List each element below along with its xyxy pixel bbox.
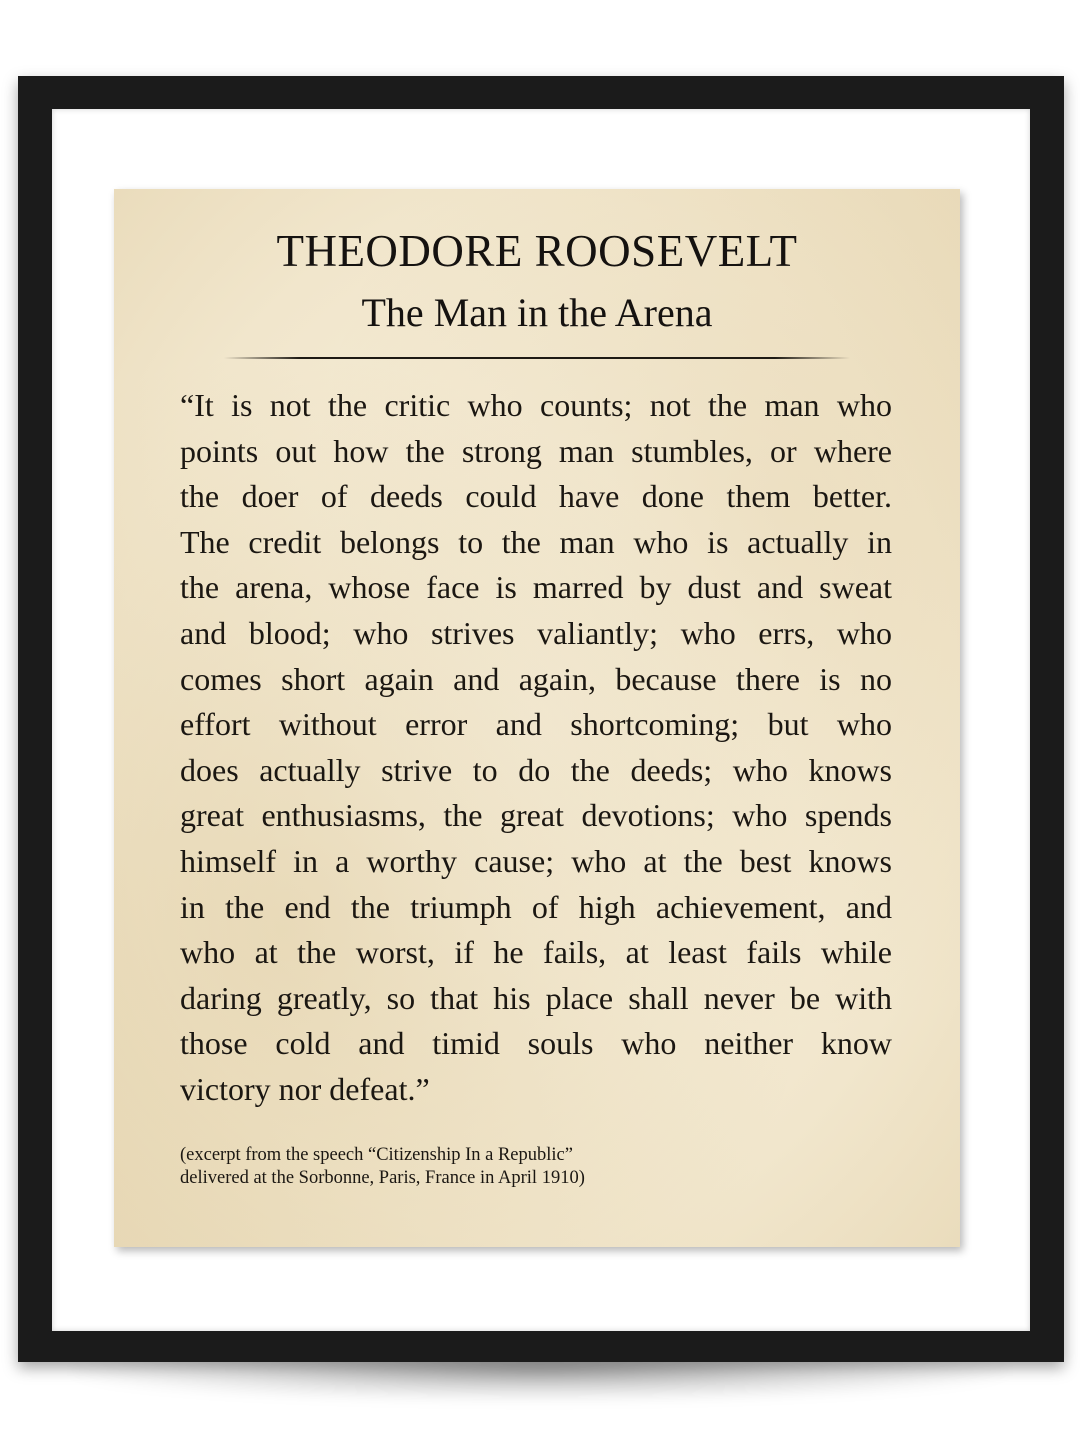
- citation-line: delivered at the Sorbonne, Paris, France in April 1910): [180, 1168, 585, 1188]
- quote-line: points out how the strong man stumbles, or where: [180, 432, 892, 469]
- quote-line: “It is not the critic who counts; not the man who: [180, 387, 892, 423]
- speech-citation: [180, 1144, 780, 1190]
- citation-line: (excerpt from the speech “Citizenship In a Republic”: [180, 1145, 573, 1165]
- quote-line: great enthusiasms, the great devotions; who spends: [180, 797, 892, 834]
- quote-line: daring greatly, so that his place shall never be with: [180, 979, 892, 1016]
- quote-line: himself in a worthy cause; who at the best knows: [180, 842, 892, 879]
- quote-line: effort without error and shortcoming; but who: [180, 706, 892, 743]
- title-divider: [224, 357, 850, 359]
- quote-line: in the end the triumph of high achievement, and: [180, 888, 892, 925]
- quote-line: and blood; who strives valiantly; who errs, who: [180, 614, 892, 651]
- parchment-print: [114, 189, 960, 1247]
- quote-line: who at the worst, if he fails, at least fails while: [180, 934, 892, 971]
- quote-line: those cold and timid souls who neither know: [180, 1025, 892, 1062]
- poster-subtitle: The Man in the Arena: [361, 290, 713, 335]
- quote-line: the doer of deeds could have done them better.: [180, 478, 892, 515]
- quote-line: The credit belongs to the man who is actually in: [180, 523, 892, 560]
- quote-line: the arena, whose face is marred by dust and sweat: [180, 569, 892, 606]
- quote-text: [180, 383, 892, 1113]
- quote-line: does actually strive to do the deeds; who knows: [180, 751, 892, 788]
- quote-line: victory nor defeat.”: [180, 1070, 430, 1107]
- poster-title: THEODORE ROOSEVELT: [276, 226, 798, 276]
- quote-line: comes short again and again, because there is no: [180, 660, 892, 697]
